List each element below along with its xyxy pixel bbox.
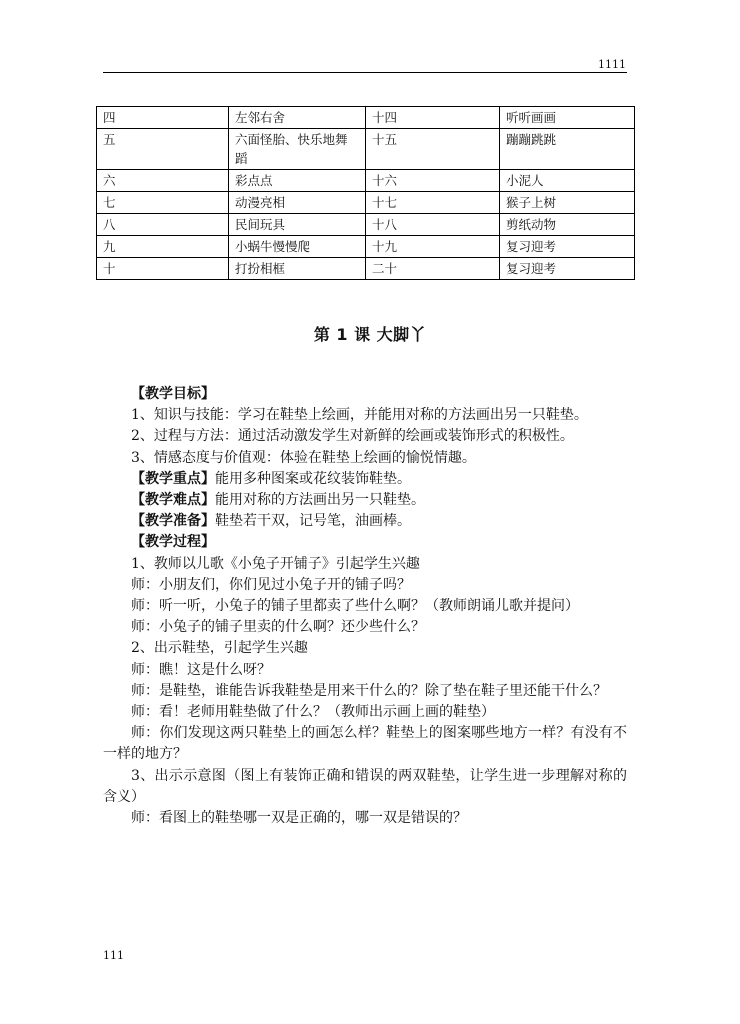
table-cell: 四 [97,107,229,129]
process-line: 师：听一听，小兔子的铺子里都卖了些什么啊？（教师朗诵儿歌并提问） [131,598,579,615]
footer-page-number: 111 [103,949,124,962]
syllabus-table-body [97,107,635,280]
table-cell: 六 [97,170,229,192]
process-line: 师：是鞋垫，谁能告诉我鞋垫是用来干什么的？除了垫在鞋子里还能干什么？ [131,682,607,699]
lesson-body [103,384,627,829]
process-lines [103,554,627,830]
table-cell: 十九 [366,236,500,258]
table-cell: 彩点点 [229,170,366,192]
key-point-heading: 【教学重点】 [131,470,215,487]
table-cell: 十七 [366,192,500,214]
header-rule [103,72,627,73]
table-cell: 小泥人 [500,170,635,192]
table-cell: 六面怪胎、快乐地舞蹈 [229,129,366,170]
table-cell: 十六 [366,170,500,192]
table-cell: 左邻右舍 [229,107,366,129]
table-cell: 打扮相框 [229,258,366,280]
table-cell: 动漫亮相 [229,192,366,214]
table-row [97,192,635,214]
process-line: 师：看！老师用鞋垫做了什么？（教师出示画上画的鞋垫） [131,704,495,721]
table-row [97,129,635,170]
table-cell: 二十 [366,258,500,280]
process-line: 1、教师以儿歌《小兔子开铺子》引起学生兴趣 [131,555,420,572]
table-cell: 复习迎考 [500,236,635,258]
process-line: 3、出示示意图（图上有装饰正确和错误的两双鞋垫，让学生进一步理解对称的含义） [103,767,627,805]
table-cell: 复习迎考 [500,258,635,280]
table-cell: 十五 [366,129,500,170]
process-line: 师：小朋友们，你们见过小兔子开的铺子吗？ [131,576,411,593]
preparation [103,511,627,532]
preparation-heading: 【教学准备】 [131,513,215,530]
table-cell: 剪纸动物 [500,214,635,236]
table-row [97,236,635,258]
table-cell: 听听画画 [500,107,635,129]
lesson-title: 第 1 课 大脚丫 [313,325,427,344]
objective-3: 3、情感态度与价值观：体验在鞋垫上绘画的愉悦情趣。 [131,449,476,466]
process-heading: 【教学过程】 [131,534,215,551]
syllabus-table [96,106,635,280]
process-line: 师：你们发现这两只鞋垫上的画怎么样？鞋垫上的图案哪些地方一样？有没有不一样的地方？ [103,725,627,763]
process-line: 2、出示鞋垫，引起学生兴趣 [131,640,308,657]
table-row [97,214,635,236]
process-line: 师：看图上的鞋垫哪一双是正确的，哪一双是错误的？ [131,810,467,827]
table-cell: 小蜗牛慢慢爬 [229,236,366,258]
table-cell: 十四 [366,107,500,129]
process-line: 师：瞧！这是什么呀？ [131,661,271,678]
preparation-text: 鞋垫若干双，记号笔，油画棒。 [215,513,411,530]
key-point [103,469,627,490]
table-cell: 十八 [366,214,500,236]
difficulty-text: 能用对称的方法画出另一只鞋垫。 [215,492,425,509]
objectives-heading: 【教学目标】 [131,386,215,402]
table-row [97,107,635,129]
table-cell: 民间玩具 [229,214,366,236]
objective-1: 1、知识与技能：学习在鞋垫上绘画，并能用对称的方法画出另一只鞋垫。 [131,407,588,424]
table-cell: 十 [97,258,229,280]
table-cell: 五 [97,129,229,170]
header-page-number: 1111 [598,58,626,71]
table-cell: 八 [97,214,229,236]
key-point-text: 能用多种图案或花纹装饰鞋垫。 [215,470,411,487]
difficulty-heading: 【教学难点】 [131,492,215,509]
objective-2: 2、过程与方法：通过活动激发学生对新鲜的绘画或装饰形式的积极性。 [131,428,574,445]
table-cell: 九 [97,236,229,258]
table-cell: 猴子上树 [500,192,635,214]
table-cell: 七 [97,192,229,214]
process-line: 师：小兔子的铺子里卖的什么啊？还少些什么？ [131,619,425,636]
table-cell: 蹦蹦跳跳 [500,129,635,170]
table-row [97,170,635,192]
difficulty-point [103,490,627,511]
table-row [97,258,635,280]
